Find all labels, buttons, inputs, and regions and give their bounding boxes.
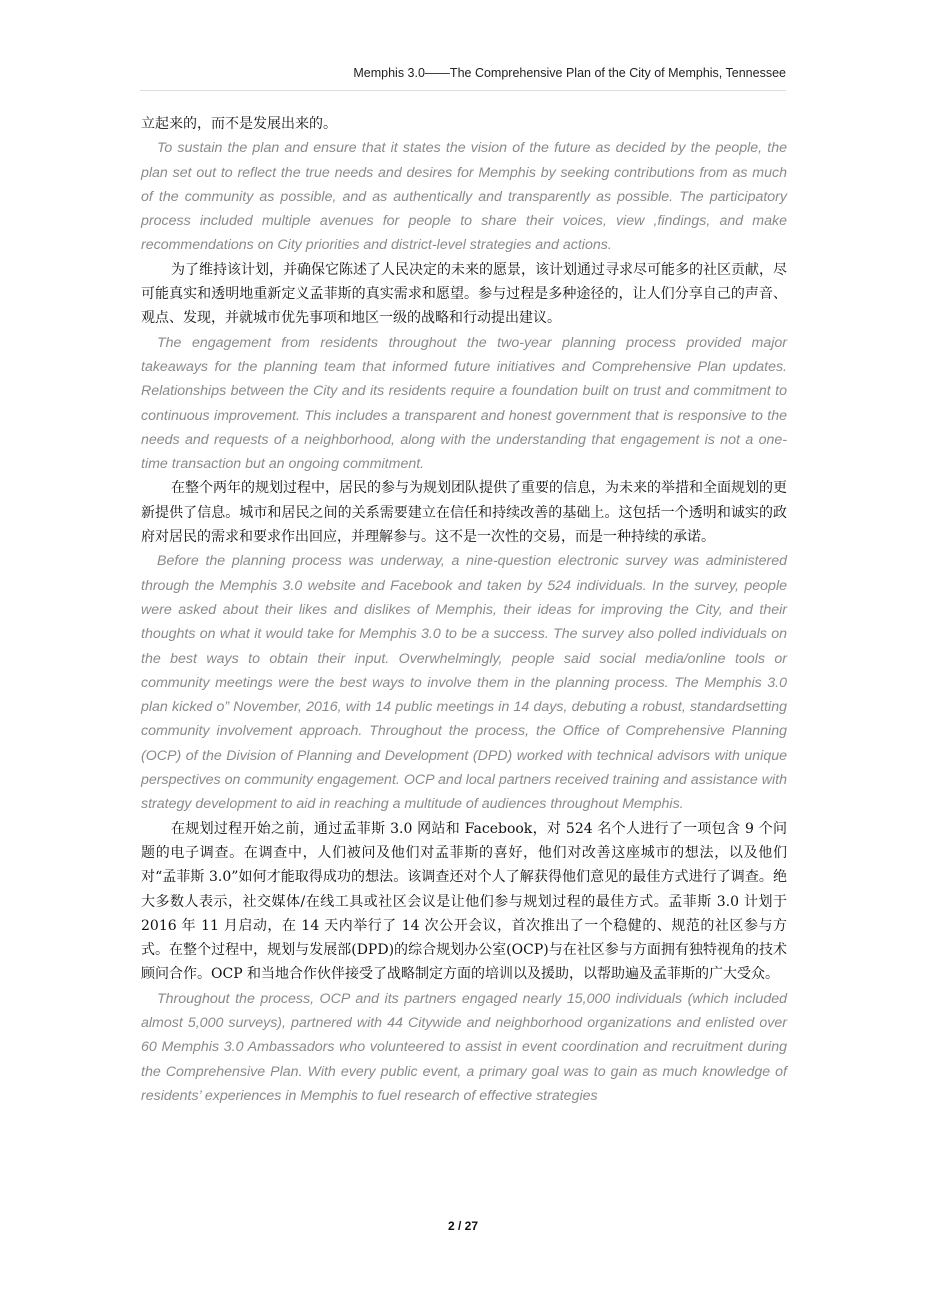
running-header: Memphis 3.0——The Comprehensive Plan of the City of Memphis, Tennessee <box>353 66 786 80</box>
header-rule <box>140 90 786 91</box>
page-body <box>141 112 787 1108</box>
paragraph-zh-2: 为了维持该计划，并确保它陈述了人民决定的未来的愿景，该计划通过寻求尽可能多的社区贡献，尽可能真实和透明地重新定义孟菲斯的真实需求和愿望。参与过程是多种途径的，让人们分享自己的声音、观点、发现，并就城市优先事项和地区一级的战略和行动提出建议。 <box>141 261 787 327</box>
paragraph-en-1: To sustain the plan and ensure that it states the vision of the future as decided by the people, the plan set out to reflect the true needs and desires for Memphis by seeking contributions from as much of the community as possible, and as authentically and transparently as possible. The participatory process included multiple avenues for people to share their voices, view ,findings, and make recommendations on City priorities and district-level strategies and actions. <box>141 140 787 254</box>
paragraph-zh-1: 立起来的，而不是发展出来的。 <box>141 116 337 132</box>
paragraph-zh-3: 在整个两年的规划过程中，居民的参与为规划团队提供了重要的信息，为未来的举措和全面规划的更新提供了信息。城市和居民之间的关系需要建立在信任和持续改善的基础上。这包括一个透明和诚实的政府对居民的需求和要求作出回应，并理解参与。这不是一次性的交易，而是一种持续的承诺。 <box>141 480 787 546</box>
paragraph-en-3: Before the planning process was underway, a nine-question electronic survey was administered through the Memphis 3.0 website and Facebook and taken by 524 individuals. In the survey, people were asked about their likes and dislikes of Memphis, their ideas for improving the City, and their thoughts on what it would take for Memphis 3.0 to be a success. The survey also polled individuals on the best ways to obtain their input. Overwhelmingly, people said social media/online tools or community meetings were the best ways to involve them in the planning process. The Memphis 3.0 plan kicked o” November, 2016, with 14 public meetings in 14 days, debuting a robust, standardsetting community involvement approach. Throughout the process, the Office of Comprehensive Planning (OCP) of the Division of Planning and Development (DPD) worked with technical advisors with unique perspectives on community engagement. OCP and local partners received training and assistance with strategy development to aid in reaching a multitude of audiences throughout Memphis. <box>141 553 787 813</box>
paragraph-en-4: Throughout the process, OCP and its partners engaged nearly 15,000 individuals (which included almost 5,000 surveys), partnered with 44 Citywide and neighborhood organizations and enlisted over 60 Memphis 3.0 Ambassadors who volunteered to assist in event coordination and recruitment during the Comprehensive Plan. With every public event, a primary goal was to gain as much knowledge of residents’ experiences in Memphis to fuel research of effective strategies <box>141 990 787 1104</box>
page-number: 2 / 27 <box>447 1219 479 1233</box>
paragraph-en-2: The engagement from residents throughout the two-year planning process provided major takeaways for the planning team that informed future initiatives and Comprehensive Plan updates. Relationships between the City and its residents require a foundation built on trust and commitment to continuous improvement. This includes a transparent and honest government that is responsive to the needs and requests of a neighborhood, along with the understanding that engagement is not a one-time transaction but an ongoing commitment. <box>141 334 787 473</box>
paragraph-zh-4: 在规划过程开始之前，通过孟菲斯 3.0 网站和 Facebook，对 524 名个人进行了一项包含 9 个问题的电子调查。在调查中，人们被问及他们对孟菲斯的喜好，他们对改善这座城市的想法，以及他们对“孟菲斯 3.0”如何才能取得成功的想法。该调查还对个人了解获得他们意见的最佳方式进行了调查。绝大多数人表示，社交媒体/在线工具或社区会议是让他们参与规划过程的最佳方式。孟菲斯 3.0 计划于 2016 年 11 月启动，在 14 天内举行了 14 次公开会议，首次推出了一个稳健的、规范的社区参与方式。在整个过程中，规划与发展部(DPD)的综合规划办公室(OCP)与在社区参与方面拥有独特视角的技术顾问合作。OCP 和当地合作伙伴接受了战略制定方面的培训以及援助，以帮助遍及孟菲斯的广大受众。 <box>141 820 787 983</box>
